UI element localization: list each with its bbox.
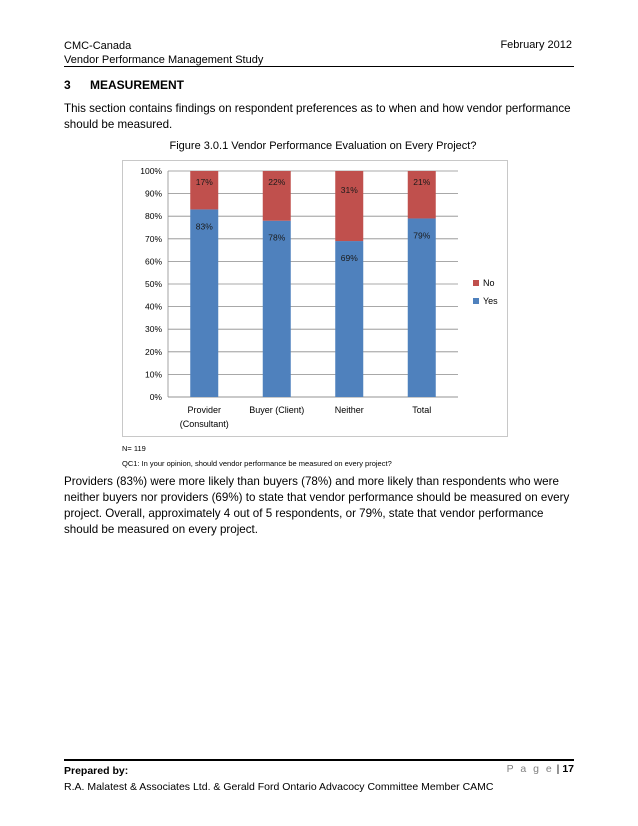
y-tick-label: 50% <box>144 279 162 289</box>
legend-label-no: No <box>483 278 495 288</box>
x-category-label: Provider <box>187 405 222 415</box>
header-date: February 2012 <box>500 39 572 51</box>
data-label: 69% <box>340 253 358 264</box>
section-number: 3 <box>64 78 71 92</box>
x-category-label: (Consultant) <box>179 419 229 429</box>
x-category-label: Buyer (Client) <box>249 405 305 415</box>
y-tick-label: 0% <box>149 392 162 402</box>
y-tick-label: 100% <box>140 166 162 176</box>
footer-left <box>64 763 494 795</box>
y-tick-label: 80% <box>144 211 162 222</box>
footer-page <box>507 763 574 775</box>
x-category-label: Neither <box>334 405 364 415</box>
y-tick-label: 30% <box>144 324 162 335</box>
data-label: 78% <box>268 232 286 243</box>
bar-yes <box>190 209 218 397</box>
bar-yes <box>408 218 436 397</box>
header-org: CMC-Canada <box>64 40 132 52</box>
y-tick-label: 70% <box>144 233 162 244</box>
footer-separator: | <box>556 763 560 775</box>
x-category-label: Total <box>412 405 432 415</box>
figure-caption: Figure 3.0.1 Vendor Performance Evaluation on Every Project? <box>169 140 477 152</box>
chart-frame <box>122 160 508 437</box>
bar-yes <box>335 241 363 397</box>
data-label: 79% <box>413 230 431 241</box>
data-label: 31% <box>340 185 358 195</box>
y-tick-label: 40% <box>144 301 162 312</box>
footer-authors: R.A. Malatest & Associates Ltd. & Gerald Ford Ontario Advacocy Committee Member CAMC <box>64 781 494 793</box>
legend-swatch-no <box>473 280 479 286</box>
footer-page-number: 17 <box>562 763 574 775</box>
section-title <box>64 78 184 92</box>
y-tick-label: 20% <box>144 346 162 357</box>
data-label: 17% <box>195 177 213 187</box>
section-heading: MEASUREMENT <box>90 78 185 92</box>
section-intro: This section contains findings on respondent preferences as to when and how vendor performance should be measured. <box>64 102 571 131</box>
bar-yes <box>263 221 291 397</box>
legend-swatch-yes <box>473 298 479 304</box>
findings-paragraph: Providers (83%) were more likely than buyers (78%) and more likely than respondents who were neither buyers nor providers (69%) to state that vendor performance should be measured on every project. Overall, approximately 4 out of 5 respondents, or 79%, state that vendor performance should be measured on every project. <box>64 475 570 536</box>
legend-label-yes: Yes <box>483 296 498 306</box>
page-header-left <box>64 39 263 67</box>
header-study: Vendor Performance Management Study <box>64 54 264 66</box>
stacked-bar-chart <box>123 161 509 438</box>
y-tick-label: 10% <box>144 369 162 380</box>
y-tick-label: 60% <box>144 256 162 267</box>
y-tick-label: 90% <box>144 188 162 199</box>
bar-no <box>335 171 363 241</box>
data-label: 22% <box>268 177 286 187</box>
question-note: QC1: In your opinion, should vendor performance be measured on every project? <box>122 459 392 468</box>
header-rule <box>64 66 574 67</box>
data-label: 83% <box>195 221 213 232</box>
footer-prepared-by: Prepared by: <box>64 765 129 777</box>
data-label: 21% <box>413 177 431 187</box>
sample-size-note: N= 119 <box>122 444 146 453</box>
footer-rule <box>64 759 574 761</box>
footer-page-word: P a g e <box>506 763 554 775</box>
